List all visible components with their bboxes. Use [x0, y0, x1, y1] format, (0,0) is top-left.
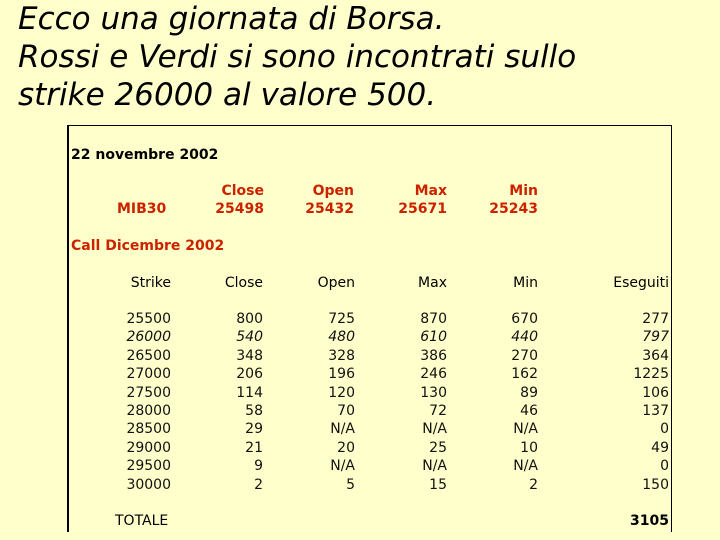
col-header-open: Open	[317, 275, 355, 291]
spreadsheet-panel	[67, 125, 672, 532]
cell-open: 196	[328, 366, 355, 383]
index-header-min: Min	[509, 183, 538, 199]
cell-eseguiti: 364	[642, 347, 669, 364]
cell-close: 21	[245, 439, 263, 456]
cell-min: N/A	[513, 421, 538, 438]
cell-min: 162	[511, 366, 538, 383]
total-label: TOTALE	[115, 513, 169, 529]
cell-min: 2	[529, 476, 538, 493]
index-header-close: Close	[221, 183, 264, 199]
cell-min: 89	[520, 384, 538, 401]
heading-line-2: Rossi e Verdi si sono incontrati sullo	[18, 39, 577, 75]
cell-max: 246	[420, 366, 447, 383]
cell-strike: 27500	[126, 384, 171, 401]
cell-eseguiti: 49	[651, 439, 669, 456]
cell-close: 800	[236, 311, 263, 327]
cell-strike: 26000	[126, 329, 171, 346]
calls-title: Call Dicembre 2002	[71, 238, 225, 254]
cell-eseguiti: 0	[660, 421, 669, 438]
cell-strike: 26500	[126, 347, 171, 364]
cell-open: 5	[346, 476, 355, 493]
cell-min: 46	[520, 403, 538, 419]
cell-open: 480	[328, 329, 355, 346]
cell-strike: 25500	[126, 311, 171, 327]
index-value-open: 25432	[305, 201, 354, 217]
cell-strike: 27000	[126, 366, 171, 383]
slide-heading	[18, 0, 576, 114]
cell-max: 870	[420, 311, 447, 327]
sheet-date: 22 novembre 2002	[71, 147, 219, 163]
cell-min: 10	[520, 439, 538, 456]
heading-line-3: strike 26000 al valore 500.	[18, 77, 437, 113]
index-header-open: Open	[312, 183, 354, 199]
index-name: MIB30	[117, 201, 167, 217]
index-header-max: Max	[414, 183, 447, 199]
col-header-close: Close	[224, 275, 263, 291]
cell-close: 206	[236, 366, 263, 383]
cell-open: 328	[328, 347, 355, 364]
cell-max: 130	[420, 384, 447, 401]
cell-strike: 29500	[126, 458, 171, 475]
cell-min: 270	[511, 347, 538, 364]
cell-min: 670	[511, 311, 538, 327]
col-header-min: Min	[513, 275, 538, 291]
cell-close: 9	[254, 458, 263, 475]
heading-line-1: Ecco una giornata di Borsa.	[18, 1, 445, 37]
col-header-eseguiti: Eseguiti	[613, 275, 669, 291]
cell-eseguiti: 277	[642, 311, 669, 327]
cell-eseguiti: 797	[642, 329, 669, 346]
cell-max: 25	[429, 439, 447, 456]
cell-eseguiti: 137	[642, 403, 669, 419]
index-value-min: 25243	[489, 201, 538, 217]
cell-open: 20	[337, 439, 355, 456]
cell-eseguiti: 0	[660, 458, 669, 475]
cell-strike: 28500	[126, 421, 171, 438]
cell-strike: 30000	[126, 476, 171, 493]
cell-min: N/A	[513, 458, 538, 475]
cell-close: 29	[245, 421, 263, 438]
cell-eseguiti: 1225	[633, 366, 669, 383]
cell-open: N/A	[330, 421, 355, 438]
cell-close: 114	[236, 384, 263, 401]
col-header-max: Max	[418, 275, 447, 291]
cell-max: N/A	[422, 421, 447, 438]
cell-max: 610	[420, 329, 447, 346]
cell-eseguiti: 106	[642, 384, 669, 401]
cell-open: N/A	[330, 458, 355, 475]
cell-close: 540	[236, 329, 263, 346]
cell-min: 440	[511, 329, 538, 346]
cell-max: 15	[429, 476, 447, 493]
cell-open: 725	[328, 311, 355, 327]
cell-close: 58	[245, 403, 263, 419]
cell-max: N/A	[422, 458, 447, 475]
col-header-strike: Strike	[130, 275, 171, 291]
cell-strike: 28000	[126, 403, 171, 419]
total-value: 3105	[630, 513, 669, 529]
cell-open: 70	[337, 403, 355, 419]
cell-strike: 29000	[126, 439, 171, 456]
index-value-max: 25671	[398, 201, 447, 217]
index-value-close: 25498	[215, 201, 264, 217]
cell-eseguiti: 150	[642, 476, 669, 493]
cell-max: 72	[429, 403, 447, 419]
cell-close: 348	[236, 347, 263, 364]
cell-max: 386	[420, 347, 447, 364]
cell-open: 120	[328, 384, 355, 401]
cell-close: 2	[254, 476, 263, 493]
